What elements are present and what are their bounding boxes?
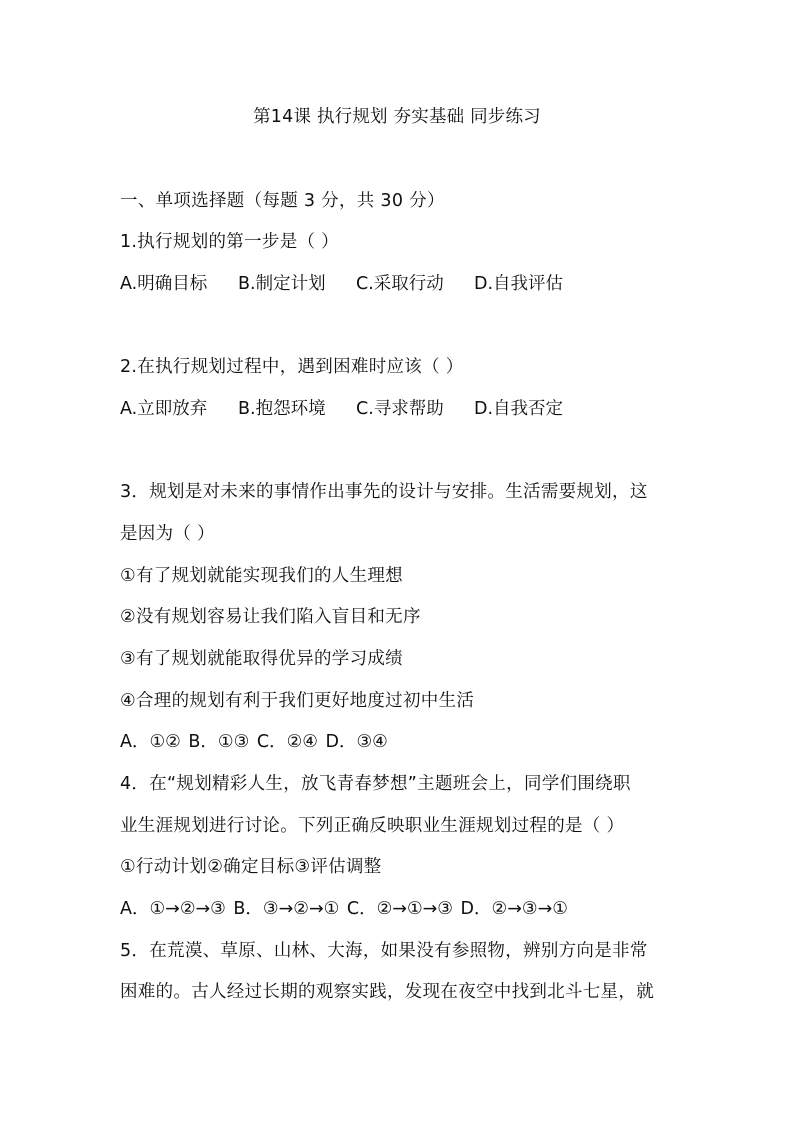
question-1-option-d: D.自我评估 bbox=[474, 274, 564, 294]
question-1-options bbox=[120, 271, 563, 297]
question-1-stem: 1.执行规划的第一步是（ ） bbox=[120, 232, 339, 252]
question-4-choices: A．①→②→③ B．③→②→① C．②→①→③ D．②→③→① bbox=[120, 899, 568, 919]
question-4-item-1: ①行动计划②确定目标③评估调整 bbox=[120, 857, 382, 877]
question-1-option-a: A.明确目标 bbox=[120, 274, 208, 294]
question-1-option-b: B.制定计划 bbox=[238, 274, 326, 294]
question-2-stem: 2.在执行规划过程中，遇到困难时应该（ ） bbox=[120, 357, 464, 377]
question-3-item-4: ④合理的规划有利于我们更好地度过初中生活 bbox=[120, 691, 475, 711]
question-3-stem-line-2: 是因为（ ） bbox=[120, 524, 215, 544]
question-4-stem-line-2: 业生涯规划进行讨论。下列正确反映职业生涯规划过程的是（ ） bbox=[120, 816, 625, 836]
question-5-stem-line-1: 5．在荒漠、草原、山林、大海，如果没有参照物，辨别方向是非常 bbox=[120, 941, 648, 961]
question-3-item-2: ②没有规划容易让我们陷入盲目和无序 bbox=[120, 607, 421, 627]
question-4-stem-line-1: 4．在“规划精彩人生，放飞青春梦想”主题班会上，同学们围绕职 bbox=[120, 774, 631, 794]
question-2-option-c: C.寻求帮助 bbox=[356, 399, 444, 419]
question-2-options bbox=[120, 396, 563, 422]
question-1-option-c: C.采取行动 bbox=[356, 274, 444, 294]
question-5-stem-line-2: 困难的。古人经过长期的观察实践，发现在夜空中找到北斗七星，就 bbox=[120, 982, 654, 1002]
question-3-choices: A．①② B．①③ C．②④ D．③④ bbox=[120, 732, 388, 752]
question-3-item-1: ①有了规划就能实现我们的人生理想 bbox=[120, 566, 403, 586]
question-2-option-d: D.自我否定 bbox=[474, 399, 564, 419]
question-3-item-3: ③有了规划就能取得优异的学习成绩 bbox=[120, 649, 403, 669]
question-3-stem-line-1: 3．规划是对未来的事情作出事先的设计与安排。生活需要规划，这 bbox=[120, 482, 648, 502]
question-2-option-a: A.立即放弃 bbox=[120, 399, 208, 419]
page-title: 第14课 执行规划 夯实基础 同步练习 bbox=[253, 107, 541, 127]
section-heading: 一、单项选择题（每题 3 分，共 30 分） bbox=[120, 191, 445, 211]
question-2-option-b: B.抱怨环境 bbox=[238, 399, 326, 419]
